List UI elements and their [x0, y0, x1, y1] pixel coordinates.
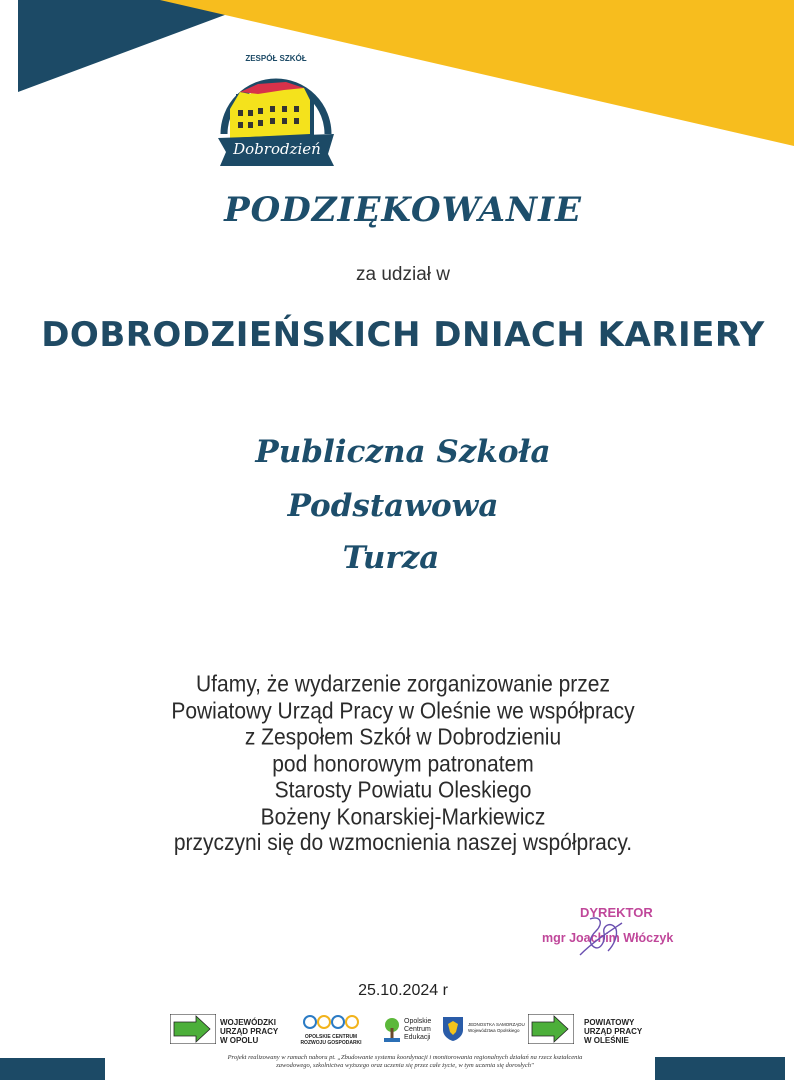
- body-line: przyczyni się do wzmocnienia naszej współpracy.: [173, 830, 633, 856]
- recipient-line-3: Turza: [342, 540, 440, 576]
- oce-label-2: Centrum: [404, 1026, 431, 1033]
- samorzad-label-1: JEDNOSTKA SAMORZĄDU: [468, 1022, 525, 1027]
- coat-of-arms-icon: [442, 1016, 464, 1042]
- tree-logo-icon: [382, 1016, 402, 1044]
- footer-note: [170, 1054, 640, 1070]
- oce-label-1: Opolskie: [404, 1018, 432, 1025]
- top-corner-decoration: [0, 0, 806, 150]
- pup-label-2: URZĄD PRACY: [584, 1027, 643, 1036]
- body-line: Ufamy, że wydarzenie zorganizowanie przez: [196, 672, 610, 697]
- body-line: Bożeny Konarskiej-Markiewicz: [260, 804, 546, 830]
- bottom-right-decoration: [655, 1057, 785, 1080]
- body-line: pod honorowym patronatem: [272, 751, 534, 777]
- partner-ocrg: [296, 1012, 366, 1048]
- wup-label-1: WOJEWÓDZKI: [220, 1018, 276, 1027]
- oce-label-3: Edukacji: [404, 1034, 431, 1041]
- logo-top-text: ZESPÓŁ SZKÓŁ: [245, 54, 307, 63]
- certificate-title: PODZIĘKOWANIE: [224, 190, 582, 230]
- event-name: DOBRODZIEŃSKICH DNIACH KARIERY: [41, 315, 765, 355]
- certificate-date: 25.10.2024 r: [358, 982, 448, 999]
- logo-ribbon-text: Dobrodzień: [233, 140, 321, 158]
- recipient-line-1: Publiczna Szkoła: [255, 434, 551, 470]
- partner-wup-opole: [170, 1012, 290, 1048]
- ocrg-logo-icon: [300, 1014, 360, 1030]
- partner-samorzad: [442, 1012, 528, 1048]
- body-line: Starosty Powiatu Oleskiego: [274, 777, 532, 803]
- wup-label-3: W OPOLU: [220, 1036, 259, 1045]
- samorzad-label-2: Województwa Opolskiego: [468, 1028, 520, 1033]
- footer-note-line: Projekt realizowany w ramach naboru pt. „Zbudowanie systemu koordynacji i monitorowania regionalnych działań na rzecz kształcenia: [227, 1054, 583, 1061]
- school-logo: [214, 54, 338, 172]
- director-name: mgr Joachim Włóczyk: [542, 931, 674, 945]
- pup-label-3: W OLEŚNIE: [584, 1036, 629, 1045]
- wup-label-2: URZĄD PRACY: [220, 1027, 279, 1036]
- ocrg-label-2: ROZWOJU GOSPODARKI: [300, 1040, 362, 1046]
- bottom-left-decoration: [0, 1058, 105, 1080]
- certificate-subtitle: za udział w: [356, 264, 450, 285]
- director-title: DYREKTOR: [580, 905, 653, 920]
- body-line: Powiatowy Urząd Pracy w Oleśnie we współpracy: [171, 698, 635, 724]
- body-line: z Zespołem Szkół w Dobrodzieniu: [244, 724, 562, 750]
- certificate-body: [0, 672, 806, 857]
- wup-logo-icon: [170, 1014, 216, 1044]
- director-stamp: [540, 905, 700, 965]
- pup-logo-icon: [528, 1014, 574, 1044]
- signature-icon: [560, 911, 640, 961]
- ocrg-label-1: OPOLSKIE CENTRUM: [304, 1034, 358, 1040]
- partner-pup-olesno: [528, 1012, 648, 1048]
- pup-label-1: POWIATOWY: [584, 1018, 635, 1027]
- footer-note-line: zawodowego, szkolnictwa wyższego oraz uczenia się przez całe życie, w tym uczenia się dorosłych": [276, 1062, 534, 1069]
- recipient-line-2: Podstawowa: [287, 488, 499, 524]
- partner-oce: [382, 1012, 442, 1048]
